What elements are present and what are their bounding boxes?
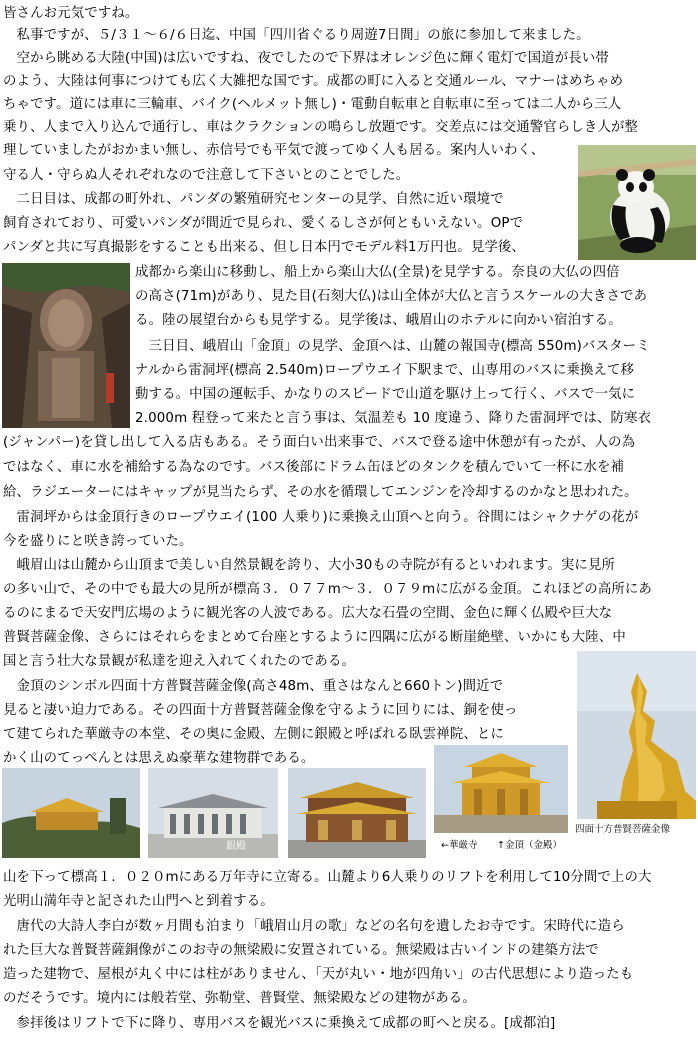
silver-hall-label: 銀殿 <box>226 841 246 852</box>
text-line: のよう、大陸は何事につけても広く大雑把な国です。成都の町に入ると交通ルール、マナーはめちゃめ <box>3 74 624 89</box>
text-line: 理していましたがおかまい無し、赤信号でも平気で渡ってゆく人も居る。案内人いわく、 <box>3 143 545 158</box>
golden-statue-photo <box>577 651 696 819</box>
text-line: のだそうです。境内には般若堂、弥勒堂、普賢堂、無梁殿などの建物がある。 <box>3 991 476 1006</box>
panda-photo <box>578 145 696 260</box>
text-line: ちゃです。道には車に三輪車、バイク(ヘルメット無し)・電動自転車と自転車に至っては二人から三人 <box>3 97 622 112</box>
golden-statue-caption: 四面十方普賢菩薩金像 <box>575 824 671 835</box>
text-line: 乗り、人まで入り込んで通行し、車はクラクションの鳴らし放題です。交差点には交通警官らしき人が整 <box>3 120 639 135</box>
text-line: ではなく、車に水を補給する為なのです。バス後部にドラム缶ほどのタンクを積んでいて一杯に水を補 <box>3 460 625 475</box>
text-line: 飼育されており、可愛いパンダが間近で見られ、愛くるしさが何ともいえない。OPで <box>3 216 524 231</box>
text-line: る。陸の展望台からも見学する。見学後は、峨眉山のホテルに向かい宿泊する。 <box>135 313 622 328</box>
huayan-temple-caption: ←華厳寺 <box>441 840 478 851</box>
text-line: 給、ラジエーターにはキャップが見当たらず、その水を循環してエンジンを冷却するのかなと思われた。 <box>3 485 638 500</box>
huayan-temple-photo <box>288 768 426 858</box>
text-line: ナルから雷洞坪(標高 2.540m)ロープウエイ下駅まで、山専用のバスに乗換えて移 <box>135 363 635 378</box>
leshan-buddha-photo <box>2 263 130 428</box>
text-line: 山を下って標高１．０２０mにある万年寺に立寄る。山麓より6人乗りのリフトを利用して10分間で上の大 <box>3 870 652 885</box>
text-line: 峨眉山は山麓から山頂まで美しい自然景観を誇り、大小30もの寺院が有るといわれます。実に見所 <box>3 558 616 573</box>
silver-hall-photo <box>148 768 278 858</box>
text-line: 守る人・守らぬ人それぞれなので注意して下さいとのことでした。 <box>3 168 410 183</box>
text-line: 雷洞坪からは金頂行きのロープウエイ(100 人乗り)に乗換え山頂へと向う。谷間にはシャクナゲの花が <box>3 510 639 525</box>
text-line: 造った建物で、屋根が丸く中には柱がありません、「天が丸い・地が四角い」の古代思想により造ったも <box>3 967 634 982</box>
text-line: 空から眺める大陸(中国)は広いですね、夜でしたので下界はオレンジ色に輝く電灯で国道が長い帯 <box>3 51 609 66</box>
text-line: の多い山で、その中でも最大の見所が標高３．０７７m～３．０７９mに広がる金頂。これほどの高所にあ <box>3 582 652 597</box>
text-line: 2.000m 程登って来たと言う事は、気温差も 10 度違う、降りた雷洞坪では、防寒衣 <box>135 411 652 426</box>
text-line: の高さ(71m)があり、見た目(石刻大仏)は山全体が大仏と言うスケールの大きさであ <box>135 289 648 304</box>
temple-on-cliff-photo <box>2 768 140 858</box>
text-line: 成都から楽山に移動し、船上から楽山大仏(全景)を見学する。奈良の大仏の四倍 <box>135 265 620 280</box>
text-line: 光明山満年寺と記された山門へと到着する。 <box>3 894 274 909</box>
text-line: 今を盛りにと咲き誇っていた。 <box>3 534 193 549</box>
text-line: 見ると凄い迫力である。その四面十方普賢菩薩金像を守るように回りには、銅を使っ <box>3 703 518 718</box>
text-line: 動する。中国の運転手、かなりのスピードで山道を駆け上って行く、バスで一気に <box>135 387 636 402</box>
text-line: 二日目は、成都の町外れ、パンダの繁殖研究センターの見学、自然に近い環境で <box>3 192 504 207</box>
golden-hall-photo <box>434 745 568 833</box>
text-line: 唐代の大詩人李白が数ヶ月間も泊まり「峨眉山月の歌」などの名句を遺したお寺です。宋時代に造ら <box>3 919 625 934</box>
text-line: パンダと共に写真撮影をすることも出来る、但し日本円でモデル料1万円也。見学後、 <box>3 240 526 255</box>
text-line: 皆さんお元気ですね。 <box>3 6 139 21</box>
text-line: かく山のてっぺんとは思えぬ豪華な建物群である。 <box>3 751 315 766</box>
golden-hall-caption: ↑金頂（金殿） <box>497 840 562 851</box>
text-line: て建てられた華厳寺の本堂、その奥に金殿、左側に銀殿と呼ばれる臥雲禅院、とに <box>3 727 505 742</box>
text-line: 普賢菩薩金像、さらにはそれらをまとめて台座とするように四隅に広がる断崖絶壁、いかにも大陸、中 <box>3 630 626 645</box>
text-line: 三日目、峨眉山「金頂」の見学、金頂へは、山麓の報国寺(標高 550m)バスターミ <box>135 339 650 354</box>
text-line: るのにまるで天安門広場のように観光客の人波である。広大な石畳の空間、金色に輝く仏殿や巨大な <box>3 606 613 621</box>
text-line: 金頂のシンボル四面十方普賢菩薩金像(高さ48m、重さはなんと660トン)間近で <box>3 679 504 694</box>
text-line: (ジャンパー)を貸し出して入る店もある。そう面白い出来事で、バスで登る途中休憩が有ったが、人の為 <box>3 435 636 450</box>
text-line: 国と言う壮大な景観が私達を迎え入れてくれたのである。 <box>3 654 356 669</box>
text-line: 参拝後はリフトで下に降り、専用バスを観光バスに乗換えて成都の町へと戻る。[成都泊] <box>3 1016 556 1031</box>
text-line: 私事ですが、５/３１～６/６日迄、中国「四川省ぐるり周遊7日間」の旅に参加して来ました。 <box>3 28 590 43</box>
text-line: れた巨大な普賢菩薩銅像がこのお寺の無梁殿に安置されている。無梁殿は古いインドの建築方法で <box>3 943 599 958</box>
